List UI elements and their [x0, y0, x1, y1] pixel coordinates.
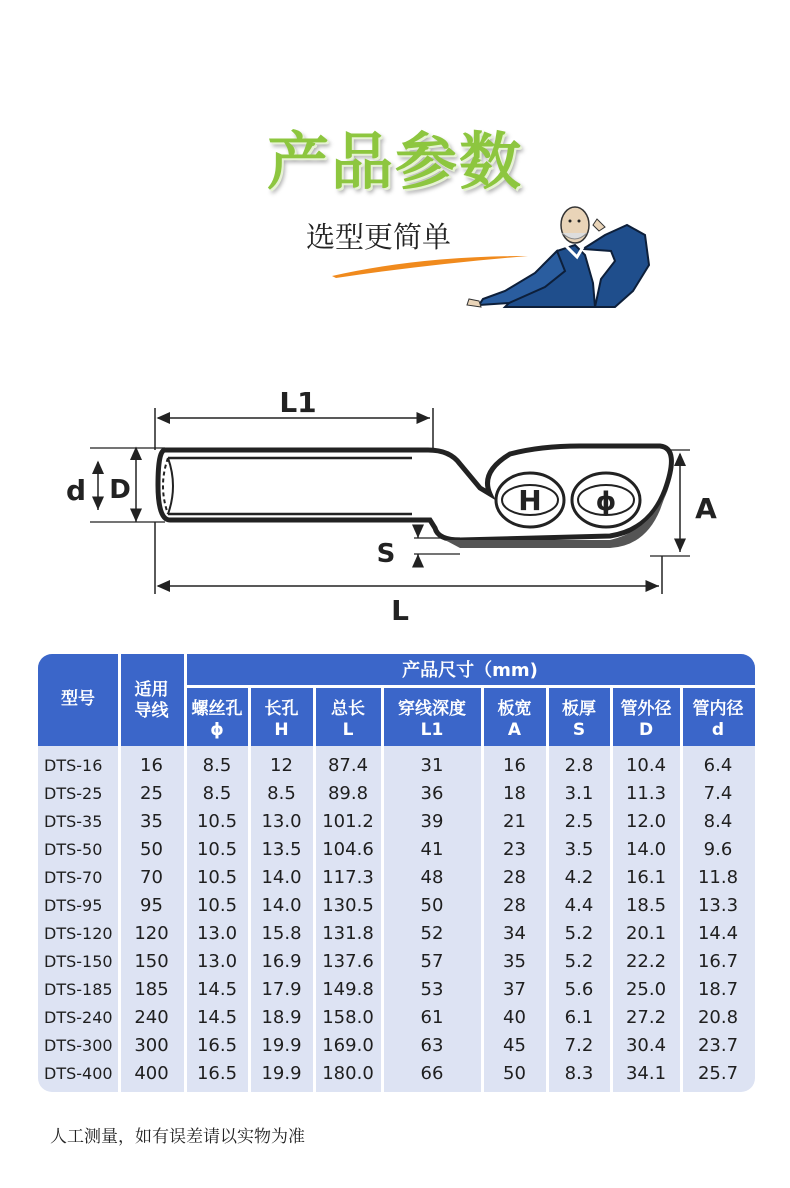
- cell-value: 5.2: [564, 923, 594, 944]
- cell-value: 18.7: [697, 979, 739, 1000]
- cell-value: 10.5: [196, 839, 238, 860]
- header-dim-symbol: S: [572, 720, 586, 740]
- cell-value: 40: [503, 1007, 526, 1028]
- header-dim-name: 板厚: [562, 699, 596, 719]
- header-dim-symbol: ϕ: [210, 720, 224, 740]
- header-dim-name: 总长: [331, 699, 365, 719]
- cell-value: 150: [134, 951, 169, 972]
- cell-value: 63: [420, 1035, 444, 1056]
- cell-value: 12: [270, 755, 293, 776]
- cell-value: 10.5: [196, 867, 238, 888]
- cell-value: 17.9: [261, 979, 302, 1000]
- table-header: [38, 654, 755, 746]
- label-L1: L1: [279, 386, 317, 419]
- cell-value: 14.4: [697, 923, 739, 944]
- header-dim-d: [611, 699, 681, 741]
- table-body: [38, 746, 755, 1092]
- cell-value: 52: [420, 923, 444, 944]
- cell-value: 10.5: [196, 895, 238, 916]
- cell-value: 35: [503, 951, 526, 972]
- table-row: [38, 780, 755, 808]
- cell-model: DTS-95: [44, 896, 103, 915]
- cell-value: 15.8: [261, 923, 302, 944]
- cell-value: 5.2: [564, 951, 594, 972]
- cell-value: 34.1: [625, 1063, 667, 1084]
- header-dim-d: [681, 699, 755, 741]
- cell-value: 53: [420, 979, 444, 1000]
- cell-model: DTS-400: [44, 1064, 113, 1083]
- header-dim-name: 长孔: [264, 699, 299, 719]
- cell-value: 3.5: [564, 839, 594, 860]
- tai-chi-master-illustration: [465, 195, 655, 310]
- cell-value: 27.2: [625, 1007, 667, 1028]
- table-row: [38, 892, 755, 920]
- cell-value: 50: [420, 895, 444, 916]
- cell-value: 23: [503, 839, 526, 860]
- cell-value: 137.6: [322, 951, 374, 972]
- cell-value: 37: [503, 979, 526, 1000]
- header-dim-symbol: H: [274, 720, 289, 740]
- header-dim-l: [314, 699, 382, 741]
- cell-value: 13.0: [196, 951, 238, 972]
- cell-value: 185: [134, 979, 169, 1000]
- cell-value: 18.5: [625, 895, 667, 916]
- cell-value: 18.9: [261, 1007, 302, 1028]
- cell-value: 87.4: [327, 755, 369, 776]
- cell-model: DTS-70: [44, 868, 103, 887]
- cell-model: DTS-300: [44, 1036, 113, 1055]
- cell-value: 2.8: [564, 755, 594, 776]
- cell-value: 8.5: [202, 755, 232, 776]
- cell-value: 41: [420, 839, 444, 860]
- header-wire-line2: 导线: [134, 701, 169, 721]
- cell-value: 45: [503, 1035, 526, 1056]
- table-row: [38, 920, 755, 948]
- cell-value: 16.5: [196, 1063, 238, 1084]
- cell-model: DTS-50: [44, 840, 103, 859]
- cell-value: 8.5: [202, 783, 232, 804]
- label-A: A: [695, 492, 717, 525]
- cell-model: DTS-16: [44, 756, 103, 775]
- cell-value: 50: [503, 1063, 526, 1084]
- cell-value: 50: [140, 839, 163, 860]
- cell-value: 14.5: [196, 1007, 238, 1028]
- cell-value: 8.5: [267, 783, 296, 804]
- cell-value: 35: [140, 811, 163, 832]
- table-row: [38, 836, 755, 864]
- cell-model: DTS-35: [44, 812, 103, 831]
- cell-value: 28: [503, 867, 526, 888]
- cell-value: 21: [503, 811, 526, 832]
- cell-value: 180.0: [322, 1063, 374, 1084]
- header-model: 型号: [61, 689, 95, 709]
- header-dim-l1: [382, 699, 482, 741]
- cell-value: 16: [140, 755, 163, 776]
- cell-value: 3.1: [564, 783, 594, 804]
- cell-value: 6.4: [703, 755, 733, 776]
- cell-value: 16: [503, 755, 526, 776]
- table-row: [38, 1004, 755, 1032]
- header-wire: [118, 680, 185, 722]
- header-dim-symbol: A: [507, 720, 522, 740]
- page-title: 产品参数: [266, 125, 523, 198]
- cell-value: 66: [420, 1063, 444, 1084]
- cell-value: 20.1: [625, 923, 667, 944]
- cell-value: 13.0: [196, 923, 238, 944]
- cell-model: DTS-240: [44, 1008, 113, 1027]
- header-dim-symbol: d: [711, 720, 725, 740]
- cell-value: 13.0: [261, 811, 302, 832]
- cell-value: 95: [140, 895, 163, 916]
- cell-value: 16.5: [196, 1035, 238, 1056]
- table-row: [38, 948, 755, 976]
- lug-dimension-diagram: [40, 380, 740, 630]
- header-dim-h: [249, 699, 314, 741]
- table-row: [38, 808, 755, 836]
- cell-value: 25.0: [625, 979, 667, 1000]
- cell-value: 158.0: [322, 1007, 374, 1028]
- header-wire-line1: 适用: [134, 680, 169, 700]
- cell-value: 104.6: [322, 839, 374, 860]
- header-dim-name: 穿线深度: [398, 699, 466, 719]
- header-dim-name: 管外径: [620, 699, 672, 719]
- cell-value: 101.2: [322, 811, 374, 832]
- cell-value: 300: [134, 1035, 169, 1056]
- label-d: d: [65, 474, 87, 507]
- cell-value: 400: [134, 1063, 169, 1084]
- label-D: D: [109, 475, 131, 505]
- cell-value: 11.8: [697, 867, 739, 888]
- cell-value: 16.9: [261, 951, 302, 972]
- cell-value: 7.2: [564, 1035, 594, 1056]
- cell-value: 22.2: [625, 951, 667, 972]
- cell-value: 10.5: [196, 811, 238, 832]
- cell-value: 2.5: [564, 811, 594, 832]
- cell-value: 117.3: [322, 867, 374, 888]
- header-dim-name: 板宽: [497, 699, 532, 719]
- cell-value: 28: [503, 895, 526, 916]
- table-row: [38, 1032, 755, 1060]
- cell-value: 70: [140, 867, 163, 888]
- cell-model: DTS-150: [44, 952, 113, 971]
- cell-value: 6.1: [564, 1007, 594, 1028]
- cell-value: 13.3: [697, 895, 739, 916]
- cell-value: 120: [134, 923, 169, 944]
- cell-value: 36: [420, 783, 444, 804]
- cell-value: 34: [503, 923, 526, 944]
- header-dim-symbol: L: [342, 720, 354, 740]
- cell-value: 16.7: [697, 951, 739, 972]
- cell-value: 14.5: [196, 979, 238, 1000]
- cell-value: 89.8: [327, 783, 369, 804]
- cell-value: 39: [420, 811, 444, 832]
- label-H: H: [518, 484, 542, 517]
- cell-value: 61: [420, 1007, 444, 1028]
- cell-value: 16.1: [625, 867, 667, 888]
- cell-value: 5.6: [564, 979, 594, 1000]
- page-subtitle: 选型更简单: [306, 220, 452, 254]
- cell-value: 7.4: [703, 783, 733, 804]
- cell-value: 31: [420, 755, 444, 776]
- table-row: [38, 864, 755, 892]
- cell-value: 169.0: [322, 1035, 374, 1056]
- cell-value: 23.7: [697, 1035, 739, 1056]
- cell-value: 4.2: [564, 867, 594, 888]
- cell-value: 130.5: [322, 895, 374, 916]
- label-phi: ϕ: [595, 487, 617, 517]
- cell-value: 25: [140, 783, 163, 804]
- cell-value: 10.4: [625, 755, 667, 776]
- table-row: [38, 1060, 755, 1088]
- cell-value: 18: [503, 783, 526, 804]
- cell-value: 14.0: [261, 895, 302, 916]
- cell-value: 11.3: [625, 783, 667, 804]
- cell-value: 4.4: [564, 895, 594, 916]
- cell-value: 14.0: [625, 839, 667, 860]
- table-row: [38, 752, 755, 780]
- header-dim-symbol: D: [638, 720, 654, 740]
- cell-value: 30.4: [625, 1035, 667, 1056]
- label-S: S: [376, 539, 396, 569]
- cell-model: DTS-185: [44, 980, 113, 999]
- header-group: 产品尺寸（mm): [402, 660, 538, 681]
- header-dim-name: 管内径: [692, 699, 744, 719]
- cell-value: 57: [420, 951, 444, 972]
- header-dim-name: 螺丝孔: [191, 699, 243, 719]
- cell-value: 25.7: [697, 1063, 739, 1084]
- cell-value: 14.0: [261, 867, 302, 888]
- header-dim-phi: [185, 699, 249, 741]
- cell-value: 240: [134, 1007, 169, 1028]
- cell-value: 19.9: [261, 1035, 302, 1056]
- cell-value: 131.8: [322, 923, 374, 944]
- cell-value: 12.0: [625, 811, 667, 832]
- header-dim-symbol: L1: [420, 720, 444, 740]
- header-dim-s: [547, 699, 611, 741]
- footnote: 人工测量，如有误差请以实物为准: [50, 1127, 305, 1147]
- cell-value: 20.8: [697, 1007, 739, 1028]
- table-row: [38, 976, 755, 1004]
- cell-value: 8.3: [564, 1063, 594, 1084]
- cell-model: DTS-120: [44, 924, 113, 943]
- cell-value: 19.9: [261, 1063, 302, 1084]
- spec-table: [38, 654, 755, 1092]
- cell-value: 9.6: [703, 839, 733, 860]
- cell-value: 48: [420, 867, 444, 888]
- label-L: L: [391, 594, 409, 627]
- cell-model: DTS-25: [44, 784, 103, 803]
- header-dim-a: [482, 699, 547, 741]
- cell-value: 8.4: [703, 811, 733, 832]
- cell-value: 13.5: [261, 839, 302, 860]
- cell-value: 149.8: [322, 979, 374, 1000]
